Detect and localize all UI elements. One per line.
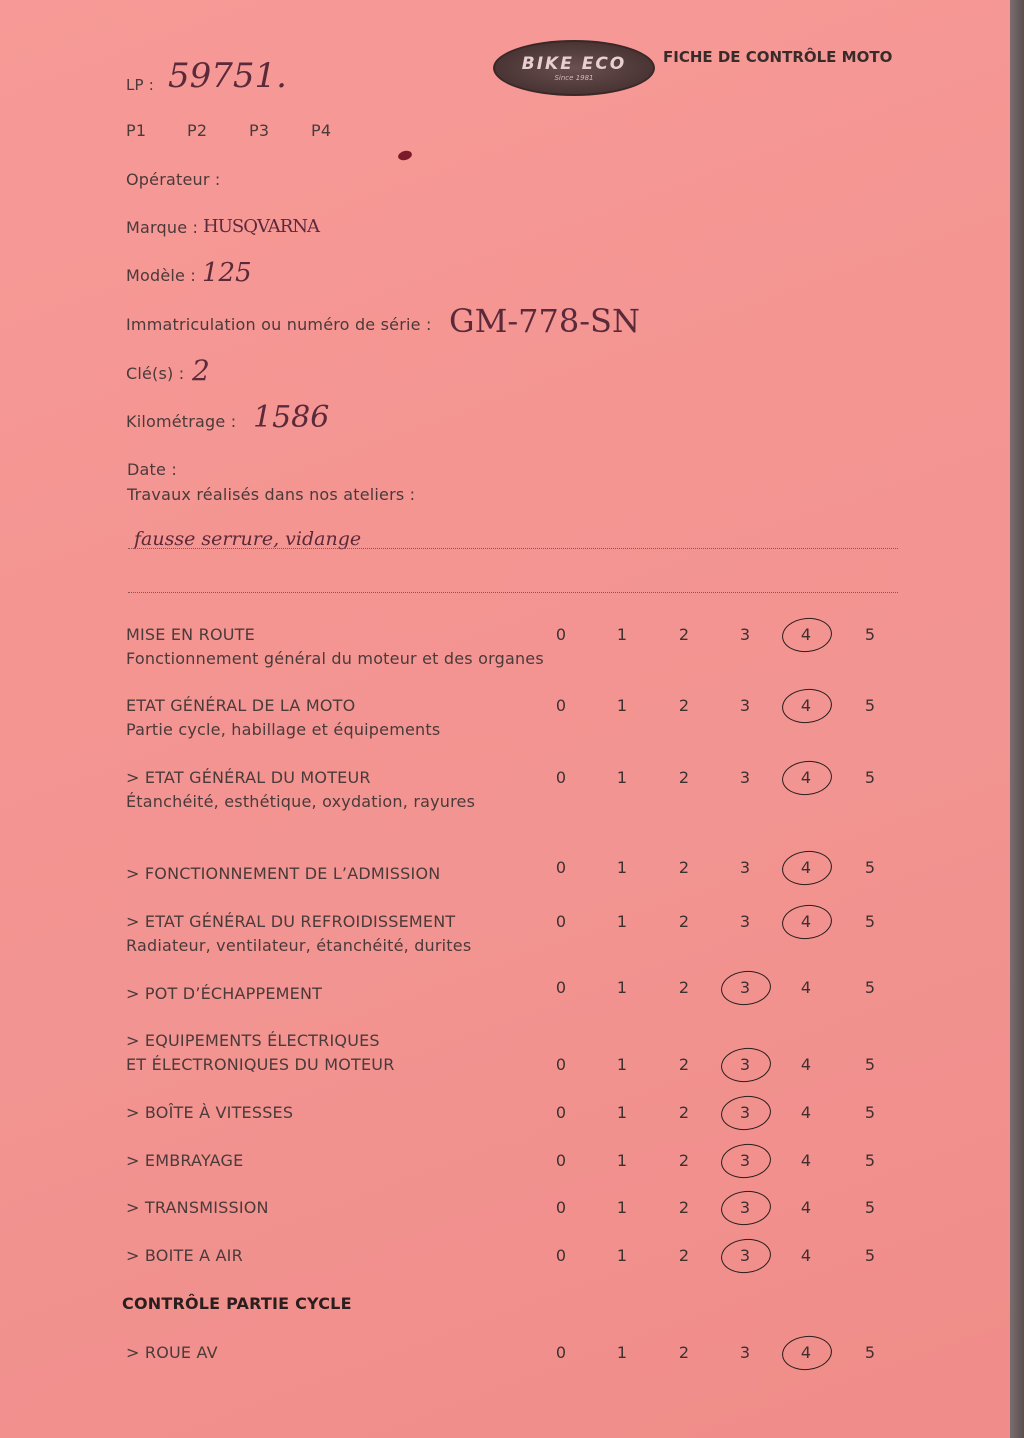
modele-value: 125 (202, 258, 252, 288)
score-5[interactable]: 5 (864, 768, 876, 787)
score-1[interactable]: 1 (616, 1246, 628, 1265)
score-4[interactable]: 4 (800, 858, 812, 877)
score-4[interactable]: 4 (800, 1343, 812, 1362)
row-title: > EMBRAYAGE (126, 1151, 244, 1170)
score-0[interactable]: 0 (555, 1198, 567, 1217)
travaux-label: Travaux réalisés dans nos ateliers : (127, 485, 416, 504)
score-5[interactable]: 5 (864, 1246, 876, 1265)
score-1[interactable]: 1 (616, 768, 628, 787)
score-4[interactable]: 4 (800, 1151, 812, 1170)
score-2[interactable]: 2 (678, 768, 690, 787)
background-edge (1010, 0, 1024, 1438)
score-1[interactable]: 1 (616, 912, 628, 931)
lp-label: LP : (126, 76, 155, 94)
score-3[interactable]: 3 (739, 768, 751, 787)
row-subtitle: Étanchéité, esthétique, oxydation, rayures (126, 792, 476, 811)
marque-label: Marque : (126, 218, 199, 237)
row-subtitle: Partie cycle, habillage et équipements (126, 720, 441, 739)
lp-value: 59751. (168, 56, 287, 96)
score-3[interactable]: 3 (739, 1151, 751, 1170)
travaux-value: fausse serrure, vidange (134, 528, 362, 550)
dotted-line-1 (128, 548, 898, 549)
score-5[interactable]: 5 (864, 858, 876, 877)
score-0[interactable]: 0 (555, 912, 567, 931)
score-4[interactable]: 4 (800, 1198, 812, 1217)
score-3[interactable]: 3 (739, 1343, 751, 1362)
row-subtitle: Radiateur, ventilateur, étanchéité, durites (126, 936, 472, 955)
score-5[interactable]: 5 (864, 1198, 876, 1217)
operateur-label: Opérateur : (126, 170, 221, 189)
score-2[interactable]: 2 (678, 1246, 690, 1265)
row-subtitle: ET ÉLECTRONIQUES DU MOTEUR (126, 1055, 395, 1074)
score-0[interactable]: 0 (555, 1103, 567, 1122)
row-title: > EQUIPEMENTS ÉLECTRIQUES (126, 1031, 380, 1050)
score-5[interactable]: 5 (864, 1055, 876, 1074)
score-5[interactable]: 5 (864, 978, 876, 997)
score-2[interactable]: 2 (678, 1343, 690, 1362)
score-0[interactable]: 0 (555, 858, 567, 877)
score-5[interactable]: 5 (864, 912, 876, 931)
logo-subtitle: Since 1981 (554, 74, 594, 82)
row-title: ETAT GÉNÉRAL DE LA MOTO (126, 696, 356, 715)
marque-value: HUSQVARNA (203, 216, 320, 237)
score-2[interactable]: 2 (678, 858, 690, 877)
score-2[interactable]: 2 (678, 1151, 690, 1170)
immat-value: GM-778-SN (449, 302, 640, 340)
row-title: > BOITE A AIR (126, 1246, 243, 1265)
immat-label: Immatriculation ou numéro de série : (126, 315, 432, 334)
priority-p1: P1 (126, 121, 147, 140)
score-2[interactable]: 2 (678, 912, 690, 931)
bike-eco-logo (493, 40, 655, 96)
selected-score-circle (719, 1236, 772, 1275)
score-3[interactable]: 3 (739, 696, 751, 715)
score-3[interactable]: 3 (739, 1246, 751, 1265)
logo-brand: BIKE ECO (521, 54, 627, 74)
priority-p4: P4 (311, 121, 332, 140)
score-1[interactable]: 1 (616, 1055, 628, 1074)
selected-score-circle (780, 902, 833, 941)
score-4[interactable]: 4 (800, 1246, 812, 1265)
score-4[interactable]: 4 (800, 768, 812, 787)
row-title: > ETAT GÉNÉRAL DU MOTEUR (126, 768, 371, 787)
score-3[interactable]: 3 (739, 858, 751, 877)
score-0[interactable]: 0 (555, 1343, 567, 1362)
row-title: > BOÎTE À VITESSES (126, 1103, 294, 1122)
score-1[interactable]: 1 (616, 858, 628, 877)
score-2[interactable]: 2 (678, 625, 690, 644)
score-2[interactable]: 2 (678, 696, 690, 715)
score-4[interactable]: 4 (800, 1103, 812, 1122)
score-0[interactable]: 0 (555, 1055, 567, 1074)
score-1[interactable]: 1 (616, 1151, 628, 1170)
score-2[interactable]: 2 (678, 1055, 690, 1074)
score-1[interactable]: 1 (616, 978, 628, 997)
score-5[interactable]: 5 (864, 1343, 876, 1362)
sheet-title: FICHE DE CONTRÔLE MOTO (663, 48, 893, 66)
dotted-line-2 (128, 592, 898, 593)
score-4[interactable]: 4 (800, 912, 812, 931)
selected-score-circle (719, 968, 772, 1007)
score-5[interactable]: 5 (864, 625, 876, 644)
score-5[interactable]: 5 (864, 696, 876, 715)
row-title: MISE EN ROUTE (126, 625, 255, 644)
score-0[interactable]: 0 (555, 696, 567, 715)
score-0[interactable]: 0 (555, 625, 567, 644)
score-4[interactable]: 4 (800, 625, 812, 644)
score-0[interactable]: 0 (555, 978, 567, 997)
score-3[interactable]: 3 (739, 625, 751, 644)
ink-blot (397, 149, 413, 161)
score-3[interactable]: 3 (739, 978, 751, 997)
score-1[interactable]: 1 (616, 696, 628, 715)
score-1[interactable]: 1 (616, 625, 628, 644)
km-label: Kilométrage : (126, 412, 237, 431)
score-3[interactable]: 3 (739, 1055, 751, 1074)
score-4[interactable]: 4 (800, 696, 812, 715)
score-0[interactable]: 0 (555, 1151, 567, 1170)
priority-p2: P2 (187, 121, 208, 140)
selected-score-circle (780, 848, 833, 887)
row-title: > FONCTIONNEMENT DE L’ADMISSION (126, 864, 441, 883)
row-title: > POT D’ÉCHAPPEMENT (126, 984, 323, 1003)
selected-score-circle (780, 686, 833, 725)
score-1[interactable]: 1 (616, 1198, 628, 1217)
cycle-section-heading: CONTRÔLE PARTIE CYCLE (122, 1294, 352, 1313)
selected-score-circle (719, 1045, 772, 1084)
score-4[interactable]: 4 (800, 1055, 812, 1074)
km-value: 1586 (253, 400, 330, 435)
selected-score-circle (780, 758, 833, 797)
row-title: > ROUE AV (126, 1343, 218, 1362)
date-label: Date : (127, 460, 177, 479)
row-subtitle: Fonctionnement général du moteur et des organes (126, 649, 544, 668)
score-5[interactable]: 5 (864, 1103, 876, 1122)
selected-score-circle (719, 1093, 772, 1132)
cles-label: Clé(s) : (126, 364, 185, 383)
modele-label: Modèle : (126, 266, 196, 285)
row-title: > TRANSMISSION (126, 1198, 269, 1217)
score-2[interactable]: 2 (678, 1103, 690, 1122)
score-5[interactable]: 5 (864, 1151, 876, 1170)
selected-score-circle (780, 1333, 833, 1372)
score-4[interactable]: 4 (800, 978, 812, 997)
score-3[interactable]: 3 (739, 1198, 751, 1217)
cles-value: 2 (192, 354, 210, 387)
selected-score-circle (719, 1188, 772, 1227)
row-title: > ETAT GÉNÉRAL DU REFROIDISSEMENT (126, 912, 456, 931)
score-1[interactable]: 1 (616, 1343, 628, 1362)
score-1[interactable]: 1 (616, 1103, 628, 1122)
score-2[interactable]: 2 (678, 978, 690, 997)
priority-p3: P3 (249, 121, 270, 140)
score-2[interactable]: 2 (678, 1198, 690, 1217)
score-0[interactable]: 0 (555, 768, 567, 787)
score-0[interactable]: 0 (555, 1246, 567, 1265)
selected-score-circle (780, 615, 833, 654)
score-3[interactable]: 3 (739, 912, 751, 931)
score-3[interactable]: 3 (739, 1103, 751, 1122)
selected-score-circle (719, 1141, 772, 1180)
